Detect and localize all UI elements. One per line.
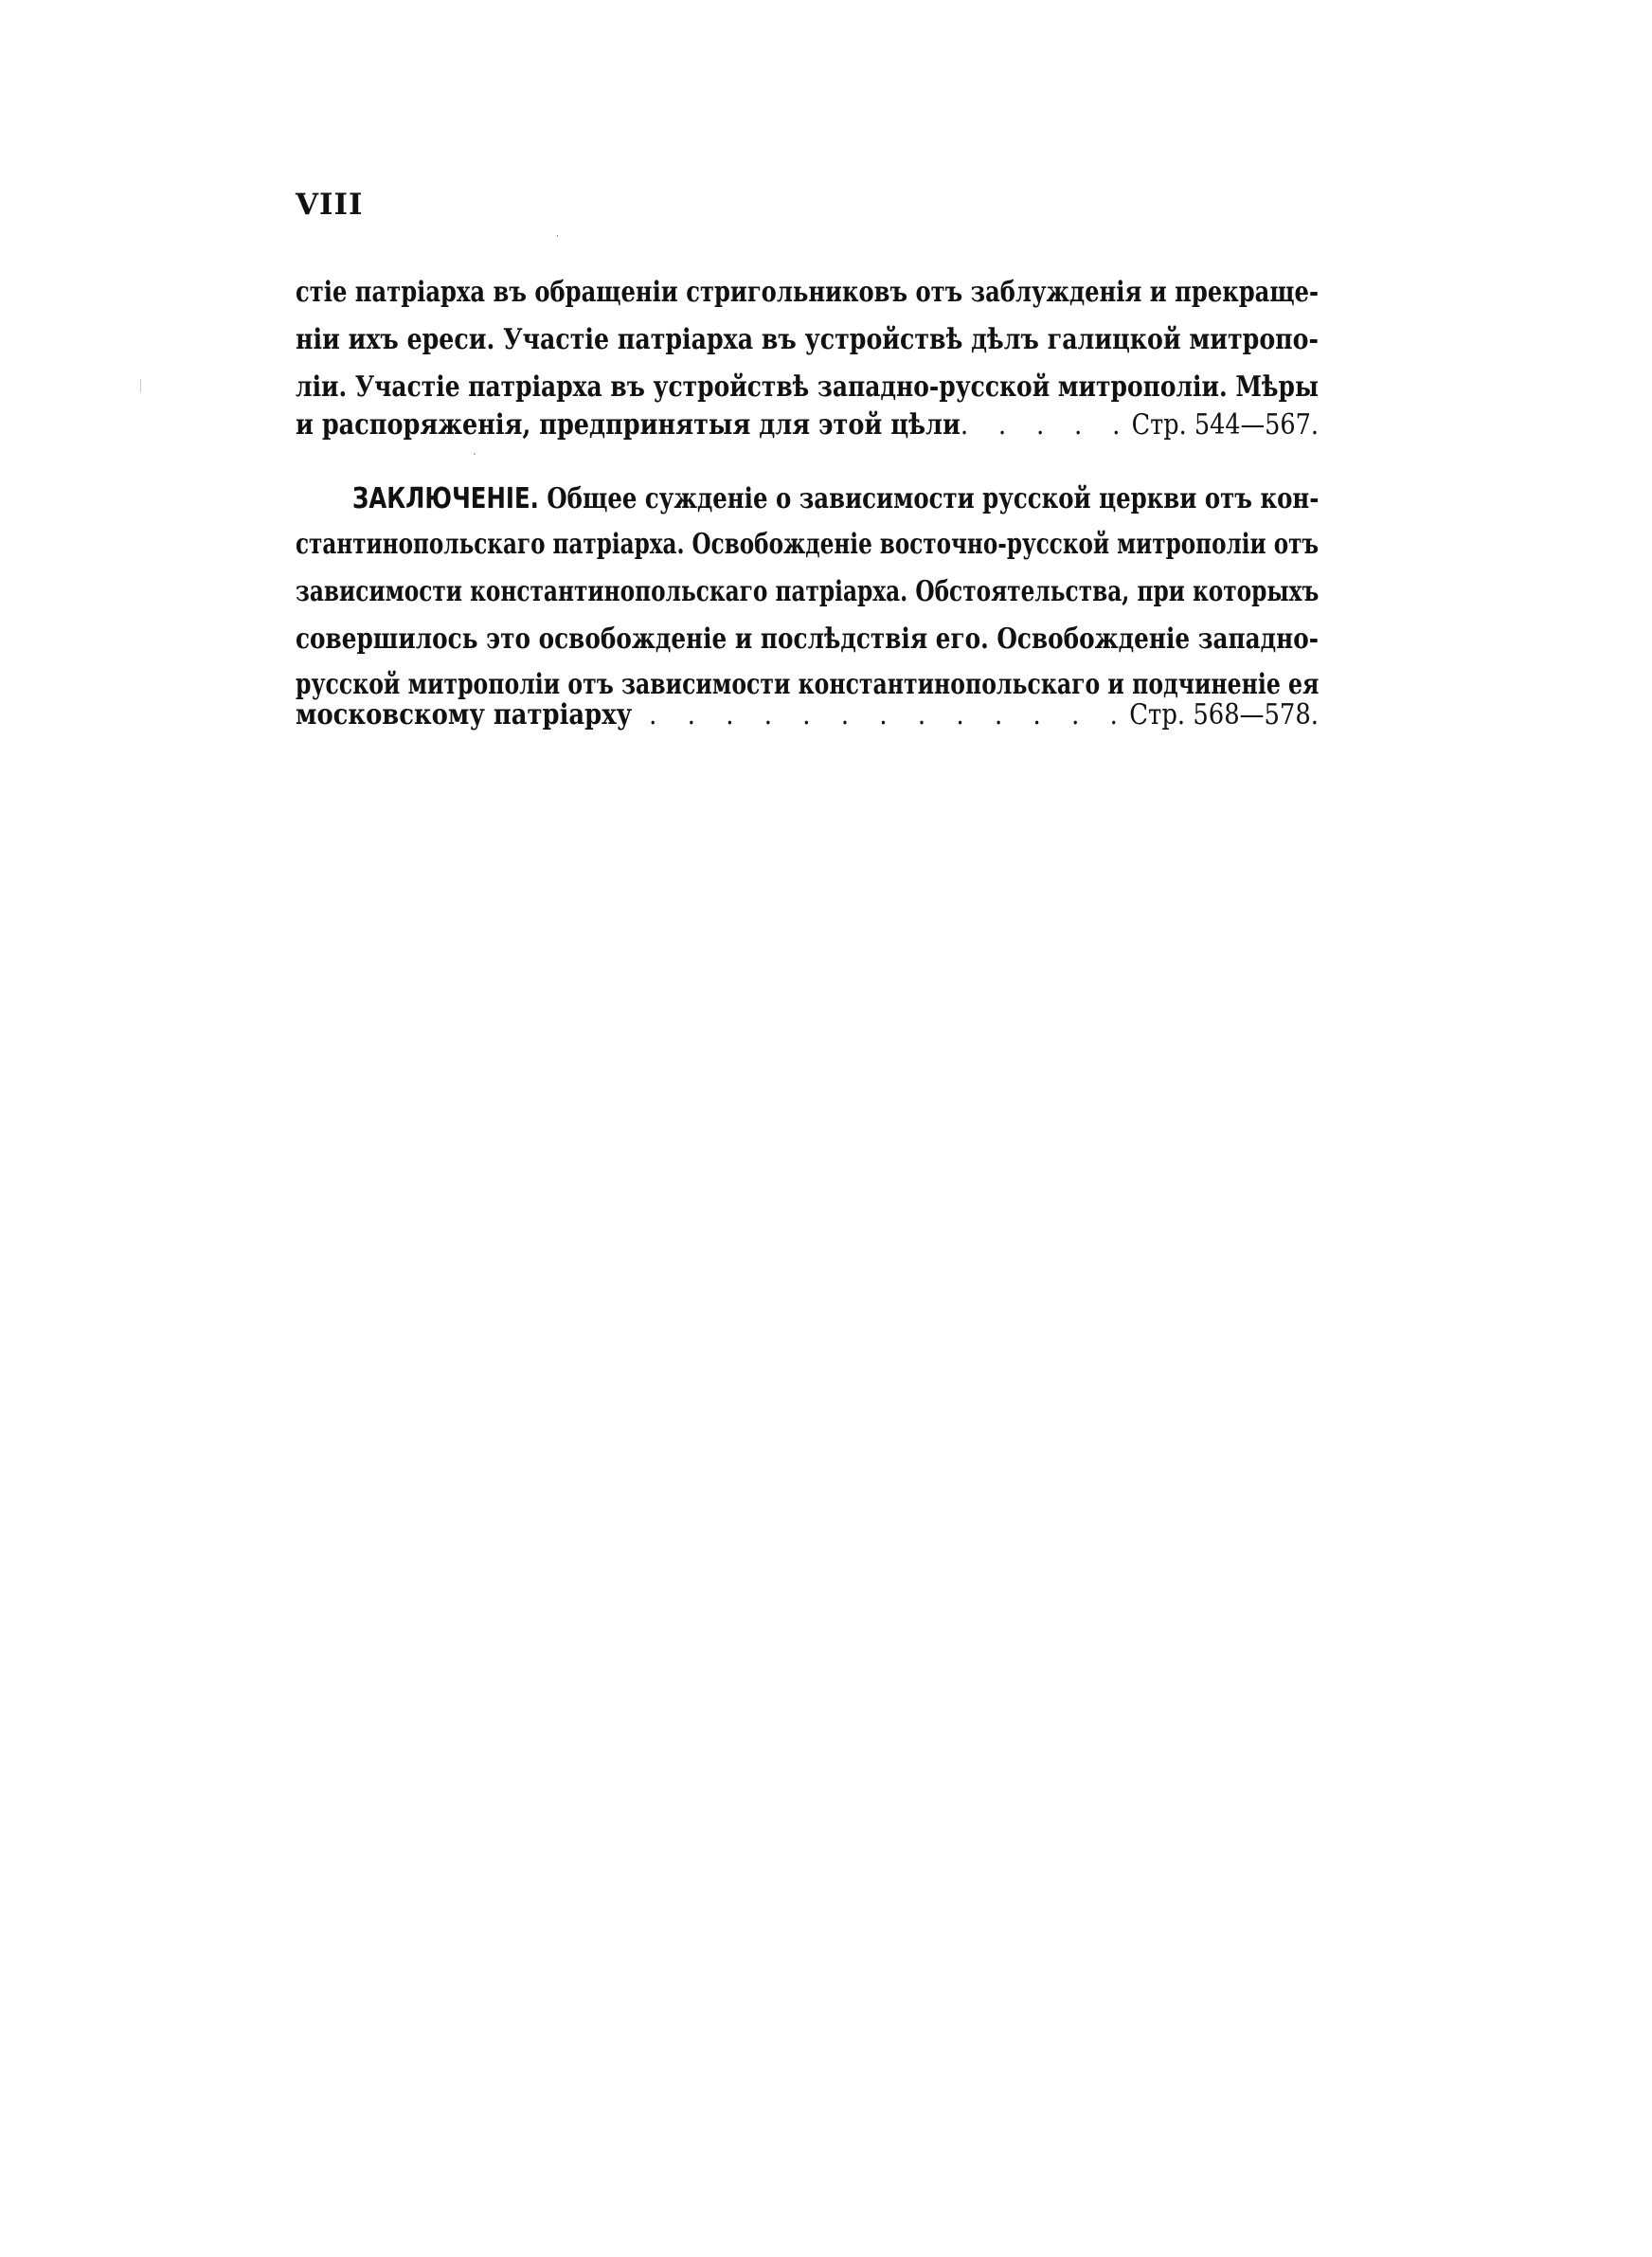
section-first-line xyxy=(352,478,1319,521)
leader-dots: . . . . . . . . . . . . . xyxy=(649,698,1129,731)
text-line-3: ліи. Участіе патріарха въ устройствѣ западно-русской митрополіи. Мѣры xyxy=(296,370,1319,404)
scan-speck xyxy=(474,453,476,455)
scan-speck xyxy=(140,379,141,392)
page-number: VIII xyxy=(296,188,364,222)
page-reference: Стр. 568—578. xyxy=(1129,698,1319,731)
scan-speck xyxy=(557,235,558,237)
text-line-9: русской митрополіи отъ зависимости константинопольскаго и подчиненіе ея xyxy=(296,668,1320,701)
text-line-4 xyxy=(296,404,1319,447)
text-line-10-body: московскому патріарху xyxy=(296,698,633,731)
section-first-line-body: Общее сужденіе о зависимости русской церкви отъ кон- xyxy=(547,482,1320,515)
leader-dots: . . . . . xyxy=(960,408,1132,442)
text-line-8: совершилось это освобожденіе и послѣдствія его. Освобожденіе западно- xyxy=(296,623,1319,656)
section-heading: ЗАКЛЮЧЕНІЕ. xyxy=(352,482,539,515)
text-line-4-body: и распоряженія, предпринятыя для этой цѣли xyxy=(296,408,961,442)
page-reference: Стр. 544—567. xyxy=(1131,408,1319,442)
text-line-2: ніи ихъ ереси. Участіе патріарха въ устройствѣ дѣлъ галицкой митропо- xyxy=(296,323,1319,356)
text-line-6: стантинопольскаго патріарха. Освобожденіе восточно-русской митрополіи отъ xyxy=(296,528,1320,561)
text-line-1: стіе патріарха въ обращеніи стригольниковъ отъ заблужденія и прекраще- xyxy=(296,276,1319,309)
text-line-7: зависимости константинопольскаго патріарха. Обстоятельства, при которыхъ xyxy=(296,575,1320,608)
text-line-10 xyxy=(296,694,1319,737)
